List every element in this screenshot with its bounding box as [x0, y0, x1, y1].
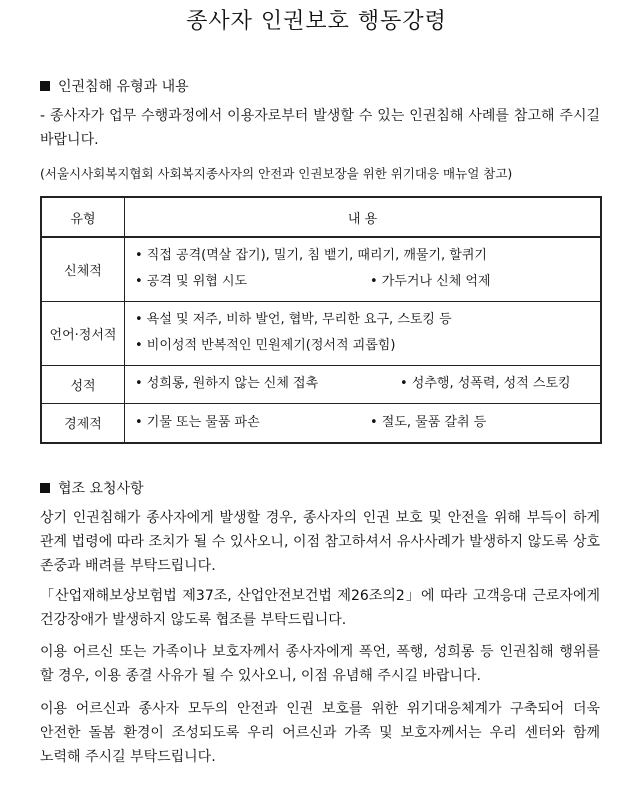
section-heading-abuse-types: [40, 76, 189, 96]
row-item: • 성추행, 성폭력, 성적 스토킹: [400, 376, 571, 391]
row-type: 언어·정서적: [41, 301, 125, 365]
row-item: • 가두거나 신체 억제: [370, 274, 491, 290]
page-title: 종사자 인권보호 행동강령: [186, 9, 447, 34]
intro-paragraph: - 종사자가 업무 수행과정에서 이용자로부터 발생할 수 있는 인권침해 사례를 참고해 주시길 바랍니다.: [40, 108, 600, 148]
row-item: • 절도, 물품 갈취 등: [370, 414, 487, 430]
row-line: • 직접 공격(멱살 잡기), 밀기, 침 뱉기, 때리기, 깨물기, 할퀴기: [135, 248, 487, 264]
row-line: • 비이성적 반복적인 민원제기(정서적 괴롭힘): [135, 338, 396, 353]
section-heading-cooperation: [40, 478, 144, 498]
header-type: 유형: [41, 197, 125, 237]
header-content: 내 용: [125, 197, 602, 237]
abuse-types-table: [40, 196, 602, 444]
row-content: [125, 365, 602, 403]
table-row: [41, 237, 601, 301]
square-bullet-icon: [40, 483, 50, 493]
row-content: [125, 237, 602, 301]
cooperation-paragraph: 상기 인권침해가 종사자에게 발생할 경우, 종사자의 인권 보호 및 안전을 위해 부득이 하게 관계 법령에 따라 조치가 될 수 있사오니, 이점 참고하셔서 유사사례가 발생하지 않도록 상호 존중과 배려를 부탁드립니다.: [40, 510, 600, 574]
square-bullet-icon: [40, 81, 50, 91]
cooperation-paragraph: 이용 어르신과 종사자 모두의 안전과 인권 보호를 위한 위기대응체계가 구축되어 더욱 안전한 돌봄 환경이 조성되도록 우리 어르신과 가족 및 보호자께서는 우리 센터와 함께 노력해 주시길 부탁드립니다.: [40, 701, 600, 765]
section-heading-text: 협조 요청사항: [58, 481, 144, 497]
table-header-row: [41, 197, 601, 237]
row-line: [135, 410, 590, 436]
row-line: [135, 371, 590, 397]
table-row: [41, 403, 601, 443]
table-row: [41, 365, 601, 403]
row-type: 신체적: [41, 237, 125, 301]
row-item: • 기물 또는 물품 파손: [135, 414, 260, 430]
row-line: • 욕설 및 저주, 비하 발언, 협박, 무리한 요구, 스토킹 등: [135, 312, 452, 327]
row-line: [135, 269, 590, 295]
row-content: [125, 403, 602, 443]
row-item: • 성희롱, 원하지 않는 신체 접촉: [135, 376, 319, 391]
row-type: 성적: [41, 365, 125, 403]
row-type: 경제적: [41, 403, 125, 443]
row-content: [125, 301, 602, 365]
table-row: [41, 301, 601, 365]
row-item: • 공격 및 위협 시도: [135, 274, 248, 290]
source-note: (서울시사회복지협회 사회복지종사자의 안전과 인권보장을 위한 위기대응 매뉴얼 참고): [40, 166, 513, 181]
cooperation-paragraph: 「산업재해보상보험법 제37조, 산업안전보건법 제26조의2」에 따라 고객응대 근로자에게 건강장애가 발생하지 않도록 협조를 부탁드립니다.: [40, 588, 600, 628]
cooperation-paragraph: 이용 어르신 또는 가족이나 보호자께서 종사자에게 폭언, 폭행, 성희롱 등 인권침해 행위를 할 경우, 이용 종결 사유가 될 수 있사오니, 이점 유념해 주시길 바랍니다.: [40, 644, 600, 684]
section-heading-text: 인권침해 유형과 내용: [58, 79, 189, 95]
